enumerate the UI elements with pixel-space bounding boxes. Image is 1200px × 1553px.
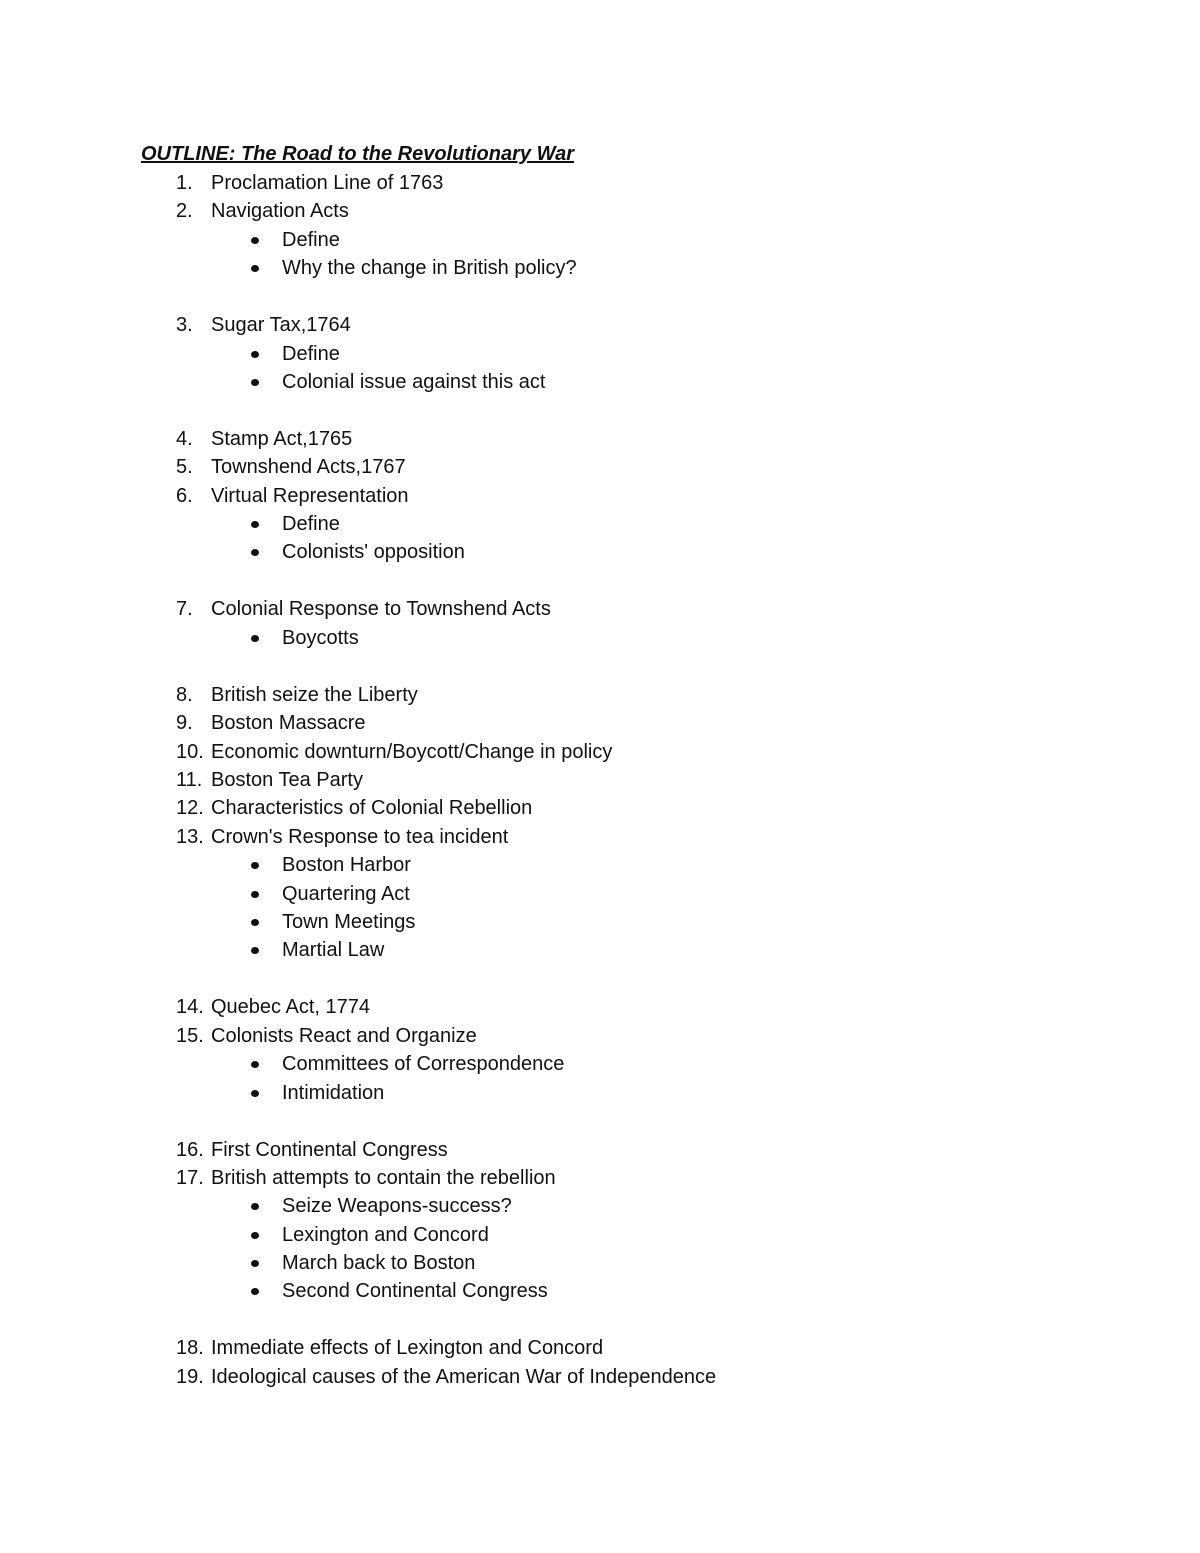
outline-subitem [0, 226, 1200, 254]
bullet-icon [251, 1232, 259, 1239]
outline-item [0, 169, 1200, 197]
outline-title: OUTLINE: The Road to the Revolutionary War [141, 143, 574, 165]
item-number: 6. [176, 484, 193, 507]
item-number: 11. [176, 769, 203, 792]
blank-line [0, 1306, 1200, 1335]
bullet-icon [251, 862, 259, 869]
blank-line [0, 396, 1200, 425]
outline-item [0, 1334, 1200, 1362]
item-number: 13. [176, 825, 204, 848]
blank-line [0, 652, 1200, 681]
item-text: Townshend Acts,1767 [211, 456, 406, 479]
item-text: Economic downturn/Boycott/Change in policy [211, 740, 613, 763]
subitem-text: Second Continental Congress [282, 1280, 548, 1303]
bullet-icon [251, 351, 259, 358]
subitem-text: Town Meetings [282, 910, 416, 933]
item-text: Virtual Representation [211, 484, 409, 507]
outline-item [0, 1022, 1200, 1050]
item-text: British attempts to contain the rebellion [211, 1166, 556, 1189]
item-number: 3. [176, 314, 193, 337]
item-number: 2. [176, 200, 193, 223]
outline-item [0, 311, 1200, 339]
item-number: 10. [176, 740, 204, 763]
outline-subitem [0, 340, 1200, 368]
bullet-icon [251, 1090, 259, 1097]
item-number: 17. [176, 1166, 204, 1189]
item-text: Colonists React and Organize [211, 1024, 477, 1047]
item-number: 4. [176, 427, 193, 450]
outline-item [0, 482, 1200, 510]
bullet-icon [251, 549, 259, 556]
outline-item [0, 681, 1200, 709]
item-number: 9. [176, 712, 193, 735]
subitem-text: Colonial issue against this act [282, 370, 546, 393]
outline-subitem [0, 510, 1200, 538]
outline-item [0, 794, 1200, 822]
item-text: Colonial Response to Townshend Acts [211, 598, 551, 621]
bullet-icon [251, 919, 259, 926]
item-number: 7. [176, 598, 193, 621]
outline-item [0, 993, 1200, 1021]
outline-subitem [0, 1249, 1200, 1277]
subitem-text: Seize Weapons-success? [282, 1195, 512, 1218]
item-number: 12. [176, 797, 204, 820]
item-number: 16. [176, 1138, 204, 1161]
subitem-text: Martial Law [282, 939, 385, 962]
outline-item [0, 766, 1200, 794]
outline-item [0, 453, 1200, 481]
subitem-text: Define [282, 513, 340, 536]
outline-subitem [0, 1277, 1200, 1305]
bullet-icon [251, 947, 259, 954]
item-number: 18. [176, 1337, 204, 1360]
outline-subitem [0, 624, 1200, 652]
bullet-icon [251, 635, 259, 642]
item-text: Sugar Tax,1764 [211, 314, 351, 337]
outline-subitem [0, 851, 1200, 879]
subitem-text: Quartering Act [282, 882, 410, 905]
blank-line [0, 965, 1200, 994]
item-text: Proclamation Line of 1763 [211, 172, 444, 194]
outline-subitem [0, 880, 1200, 908]
outline-item [0, 425, 1200, 453]
item-text: First Continental Congress [211, 1138, 448, 1161]
subitem-text: Boston Harbor [282, 854, 411, 877]
item-number: 8. [176, 683, 193, 706]
item-text: Ideological causes of the American War of Independence [211, 1365, 717, 1388]
item-text: British seize the Liberty [211, 683, 418, 706]
bullet-icon [251, 891, 259, 898]
bullet-icon [251, 1061, 259, 1068]
item-text: Boston Massacre [211, 712, 366, 735]
item-text: Characteristics of Colonial Rebellion [211, 797, 533, 820]
item-text: Crown's Response to tea incident [211, 825, 509, 848]
outline-item [0, 595, 1200, 623]
item-number: 19. [176, 1365, 204, 1388]
item-number: 1. [176, 172, 193, 194]
outline-subitem [0, 368, 1200, 396]
subitem-text: Colonists' opposition [282, 541, 465, 564]
bullet-icon [251, 1288, 259, 1295]
subitem-text: March back to Boston [282, 1252, 476, 1275]
item-number: 14. [176, 996, 204, 1019]
bullet-icon [251, 265, 259, 272]
bullet-icon [251, 521, 259, 528]
bullet-icon [251, 1260, 259, 1267]
subitem-text: Committees of Correspondence [282, 1053, 565, 1076]
outline-subitem [0, 908, 1200, 936]
subitem-text: Define [282, 342, 340, 365]
subitem-text: Why the change in British policy? [282, 257, 577, 280]
subitem-text: Define [282, 228, 340, 251]
item-text: Boston Tea Party [211, 769, 363, 792]
outline-subitem [0, 936, 1200, 964]
item-text: Immediate effects of Lexington and Concord [211, 1337, 604, 1360]
outline-item [0, 197, 1200, 225]
outline-item [0, 1363, 1200, 1391]
subitem-text: Boycotts [282, 626, 359, 649]
item-text: Quebec Act, 1774 [211, 996, 371, 1019]
outline-subitem [0, 1192, 1200, 1220]
blank-line [0, 567, 1200, 596]
outline-subitem [0, 1079, 1200, 1107]
blank-line [0, 1107, 1200, 1136]
outline-subitem [0, 1221, 1200, 1249]
blank-line [0, 283, 1200, 312]
outline-item [0, 1164, 1200, 1192]
item-text: Stamp Act,1765 [211, 427, 353, 450]
item-number: 5. [176, 456, 193, 479]
bullet-icon [251, 237, 259, 244]
outline-subitem [0, 538, 1200, 566]
outline-item [0, 1136, 1200, 1164]
outline-subitem [0, 254, 1200, 282]
outline-item [0, 709, 1200, 737]
subitem-text: Intimidation [282, 1081, 385, 1104]
outline-item [0, 823, 1200, 851]
bullet-icon [251, 1203, 259, 1210]
bullet-icon [251, 379, 259, 386]
subitem-text: Lexington and Concord [282, 1223, 489, 1246]
item-number: 15. [176, 1024, 204, 1047]
item-text: Navigation Acts [211, 200, 349, 223]
outline-subitem [0, 1050, 1200, 1078]
outline-item [0, 738, 1200, 766]
outline-list [0, 169, 1200, 1391]
